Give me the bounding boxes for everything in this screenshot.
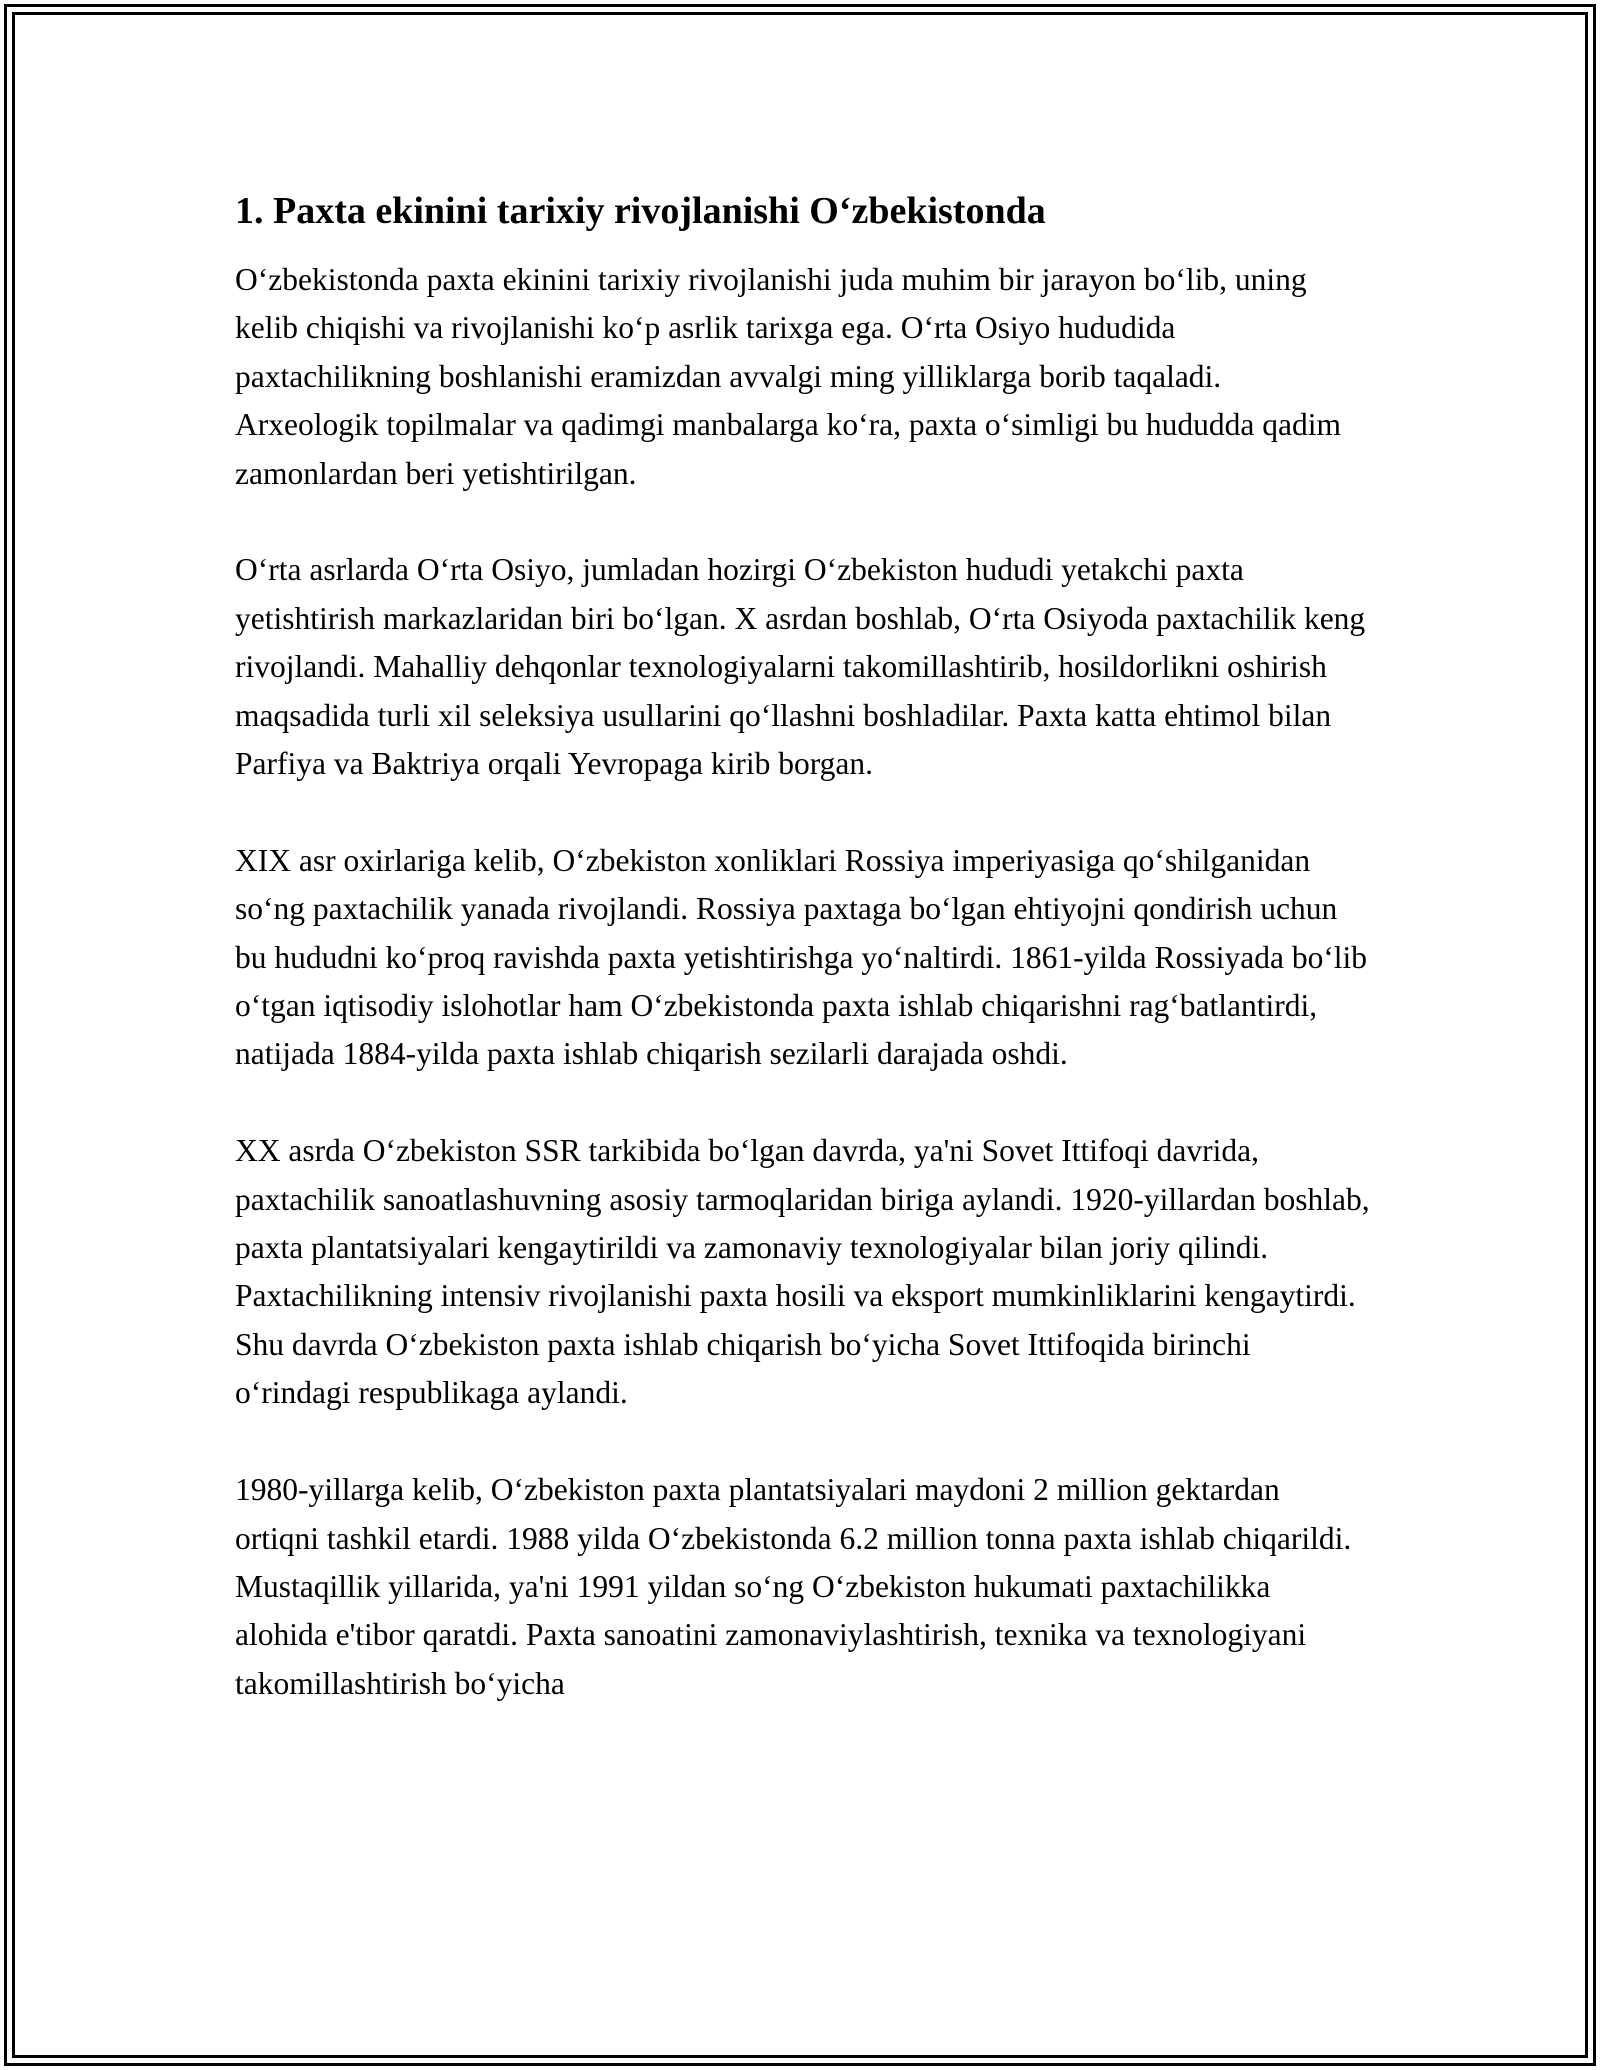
paragraph-5: 1980-yillarga kelib, O‘zbekiston paxta plantatsiyalari maydoni 2 million gektardan ortiqni tashkil etardi. 1988 yilda O‘zbekistonda 6.2 million tonna paxta ishlab chiqarildi. Mustaqillik yillarida, ya'ni 1991 yildan so‘ng O‘zbekiston hukumati paxtachilikka alohida e'tibor qaratdi. Paxta sanoatini zamonaviylashtirish, texnika va texnologiyani takomillashtirish bo‘yicha: [235, 1472, 1352, 1701]
paragraph-1: O‘zbekistonda paxta ekinini tarixiy rivojlanishi juda muhim bir jarayon bo‘lib, uning kelib chiqishi va rivojlanishi ko‘p asrlik tarixga ega. O‘rta Osiyo hududida paxtachilikning boshlanishi eramizdan avvalgi ming yilliklarga borib taqaladi. Arxeologik topilmalar va qadimgi manbalarga ko‘ra, paxta o‘simligi bu hududda qadim zamonlardan beri yetishtirilgan.: [235, 262, 1342, 491]
document-body: [235, 186, 1370, 1757]
paragraph-2: O‘rta asrlarda O‘rta Osiyo, jumladan hozirgi O‘zbekiston hududi yetakchi paxta yetishtirish markazlaridan biri bo‘lgan. X asrdan boshlab, O‘rta Osiyoda paxtachilik keng rivojlandi. Mahalliy dehqonlar texnologiyalarni takomillashtirib, hosildorlikni oshirish maqsadida turli xil seleksiya usullarini qo‘llashni boshladilar. Paxta katta ehtimol bilan Parfiya va Baktriya orqali Yevropaga kirib borgan.: [235, 552, 1366, 782]
paragraph-4: XX asrda O‘zbekiston SSR tarkibida bo‘lgan davrda, ya'ni Sovet Ittifoqi davrida, paxtachilik sanoatlashuvning asosiy tarmoqlaridan biriga aylandi. 1920-yillardan boshlab, paxta plantatsiyalari kengaytirildi va zamonaviy texnologiyalar bilan joriy qilindi. Paxtachilikning intensiv rivojlanishi paxta hosili va eksport mumkinliklarini kengaytirdi. Shu davrda O‘zbekiston paxta ishlab chiqarish bo‘yicha Sovet Ittifoqida birinchi o‘rindagi respublikaga aylandi.: [235, 1133, 1370, 1411]
paragraph-3: XIX asr oxirlariga kelib, O‘zbekiston xonliklari Rossiya imperiyasiga qo‘shilganidan so‘ng paxtachilik yanada rivojlandi. Rossiya paxtaga bo‘lgan ehtiyojni qondirish uchun bu hududni ko‘proq ravishda paxta yetishtirishga yo‘naltirdi. 1861-yilda Rossiyada bo‘lib o‘tgan iqtisodiy islohotlar ham O‘zbekistonda paxta ishlab chiqarishni rag‘batlantirdi, natijada 1884-yilda paxta ishlab chiqarish sezilarli darajada oshdi.: [235, 842, 1368, 1072]
section-title: 1. Paxta ekinini tarixiy rivojlanishi O‘zbekistonda: [235, 190, 1046, 232]
